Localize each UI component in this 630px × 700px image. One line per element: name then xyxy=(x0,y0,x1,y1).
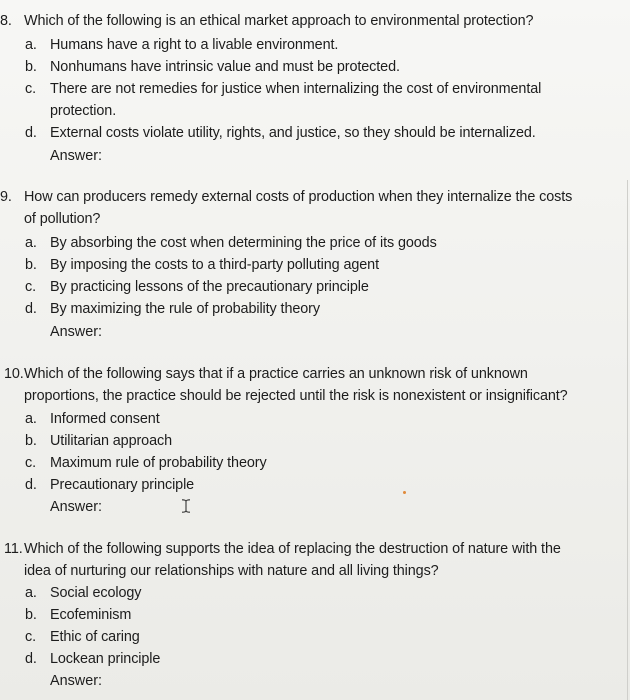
option-letter: d. xyxy=(25,651,37,667)
option-8c-cont xyxy=(50,100,116,122)
option-text: Social ecology xyxy=(50,585,142,601)
option-11c[interactable] xyxy=(25,626,140,648)
option-letter: c. xyxy=(25,455,36,471)
option-letter: a. xyxy=(25,235,37,251)
option-10c[interactable] xyxy=(25,452,267,474)
question-number: 11. xyxy=(4,541,23,557)
option-8c[interactable] xyxy=(25,78,541,100)
question-11-line-2: idea of nurturing our relationships with nature and all living things? xyxy=(24,563,439,579)
option-text: By absorbing the cost when determining the price of its goods xyxy=(50,235,437,251)
option-9a[interactable] xyxy=(25,232,437,254)
option-text: Humans have a right to a livable environment. xyxy=(50,37,339,53)
option-9d[interactable] xyxy=(25,298,320,320)
option-text: Utilitarian approach xyxy=(50,433,172,449)
option-text: Lockean principle xyxy=(50,651,161,667)
option-letter: c. xyxy=(25,81,36,97)
question-number: 9. xyxy=(0,189,12,205)
option-text: Ecofeminism xyxy=(50,607,132,623)
option-8a[interactable] xyxy=(25,34,338,56)
option-text: There are not remedies for justice when internalizing the cost of environmental xyxy=(50,81,542,97)
option-letter: a. xyxy=(25,585,37,601)
option-10a[interactable] xyxy=(25,408,160,430)
option-text: Ethic of caring xyxy=(50,629,140,645)
option-letter: b. xyxy=(25,433,37,449)
option-9c[interactable] xyxy=(25,276,369,298)
answer-label-9: Answer: xyxy=(50,324,102,340)
option-letter: a. xyxy=(25,411,37,427)
option-letter: d. xyxy=(25,301,37,317)
option-letter: b. xyxy=(25,59,37,75)
question-number: 8. xyxy=(0,13,12,29)
answer-label-8: Answer: xyxy=(50,148,102,164)
question-9-line-2: of pollution? xyxy=(24,211,101,227)
option-letter: a. xyxy=(25,37,37,53)
option-10b[interactable] xyxy=(25,430,172,452)
option-letter: d. xyxy=(25,125,37,141)
option-letter: d. xyxy=(25,477,37,493)
option-11b[interactable] xyxy=(25,604,131,626)
option-text: Informed consent xyxy=(50,411,160,427)
option-text: By imposing the costs to a third-party polluting agent xyxy=(50,257,379,273)
question-text: How can producers remedy external costs of production when they internalize the costs xyxy=(24,189,573,205)
question-10-line-2: proportions, the practice should be rejected until the risk is nonexistent or insignificant? xyxy=(24,388,568,404)
option-letter: b. xyxy=(25,257,37,273)
question-text: Which of the following is an ethical market approach to environmental protection? xyxy=(24,13,534,29)
option-11d[interactable] xyxy=(25,648,160,670)
option-8b[interactable] xyxy=(25,56,400,78)
question-8-line-1 xyxy=(0,10,534,32)
answer-label-11: Answer: xyxy=(50,673,102,689)
option-10d[interactable] xyxy=(25,474,194,496)
option-letter: c. xyxy=(25,279,36,295)
option-11a[interactable] xyxy=(25,582,141,604)
option-text: By practicing lessons of the precautionary principle xyxy=(50,279,369,295)
option-text: External costs violate utility, rights, and justice, so they should be internalized. xyxy=(50,125,536,141)
option-8d[interactable] xyxy=(25,122,536,144)
answer-label-10: Answer: xyxy=(50,499,102,515)
question-11-line-1 xyxy=(4,538,561,560)
question-text: Which of the following supports the idea of replacing the destruction of nature with the xyxy=(24,541,561,557)
question-text: Which of the following says that if a practice carries an unknown risk of unknown xyxy=(24,366,528,382)
option-letter: c. xyxy=(25,629,36,645)
option-text: Nonhumans have intrinsic value and must be protected. xyxy=(50,59,400,75)
option-9b[interactable] xyxy=(25,254,379,276)
option-letter: b. xyxy=(25,607,37,623)
page-edge-divider xyxy=(627,180,628,700)
stray-mark xyxy=(403,491,406,494)
question-number: 10. xyxy=(4,366,24,382)
text-cursor-icon xyxy=(181,499,191,513)
question-9-line-1 xyxy=(0,186,573,208)
option-text: protection. xyxy=(50,103,117,119)
option-text: Maximum rule of probability theory xyxy=(50,455,267,471)
option-text: By maximizing the rule of probability theory xyxy=(50,301,320,317)
question-10-line-1 xyxy=(4,363,528,385)
option-text: Precautionary principle xyxy=(50,477,195,493)
